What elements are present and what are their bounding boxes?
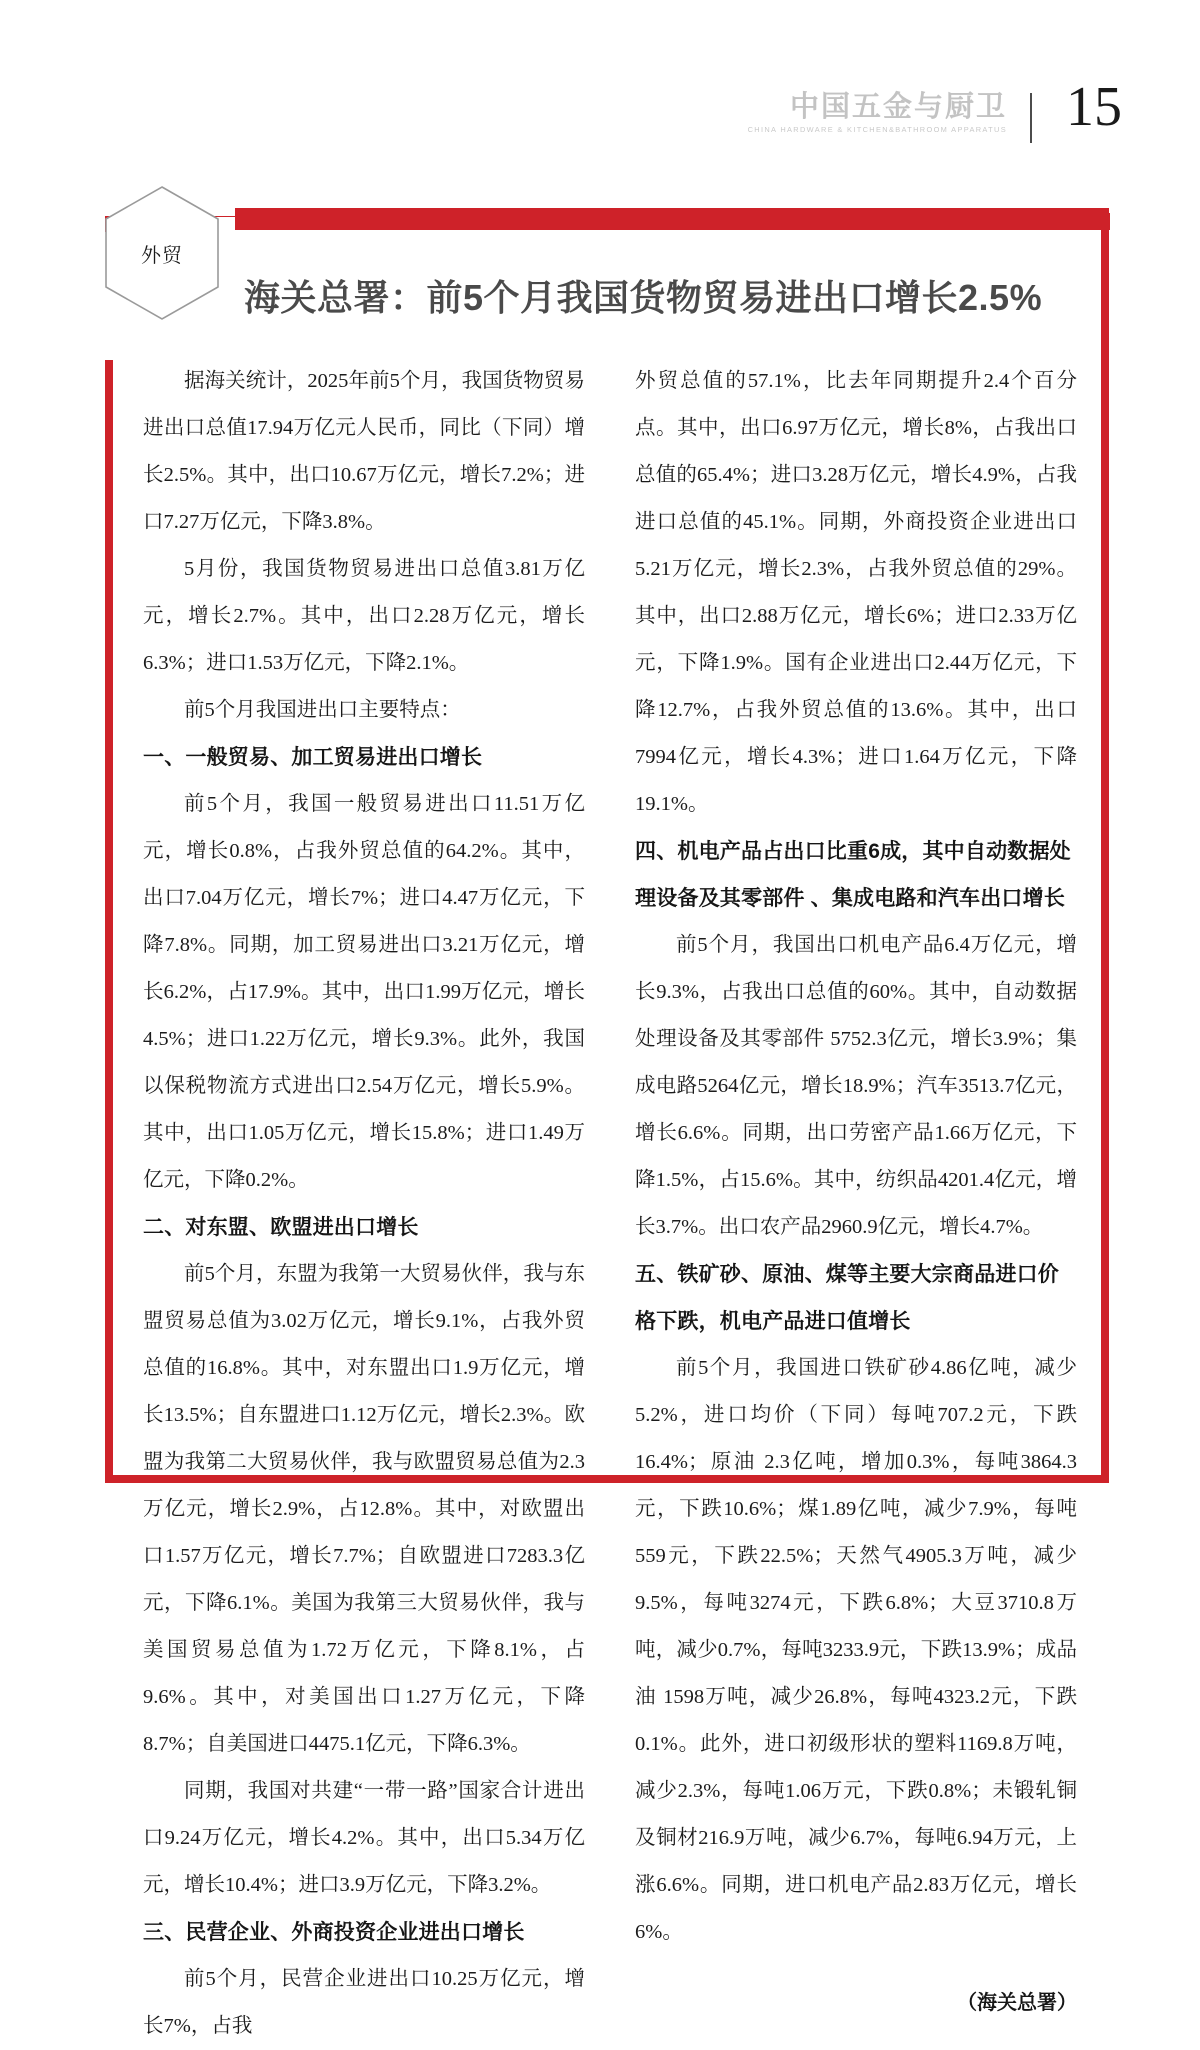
section-heading: 二、对东盟、欧盟进出口增长	[143, 1216, 419, 1239]
body-paragraph: 外贸总值的57.1%，比去年同期提升2.4个百分点。其中，出口6.97万亿元，增长8%，占我出口总值的65.4%；进口3.28万亿元，增长4.9%，占我进口总值的45.1%。同期，外商投资企业进出口5.21万亿元，增长2.3%，占我外贸总值的29%。其中，出口2.88万亿元，增长6%；进口2.33万亿元，下降1.9%。国有企业进出口2.44万亿元，下降12.7%，占我外贸总值的13.6%。其中，出口7994亿元，增长4.3%；进口1.64万亿元，下降19.1%。	[635, 370, 1077, 815]
body-paragraph: 前5个月我国进出口主要特点：	[184, 699, 461, 721]
article-body	[143, 358, 1078, 2037]
masthead-divider	[1030, 93, 1032, 143]
body-paragraph: 前5个月，我国一般贸易进出口11.51万亿元，增长0.8%，占我外贸总值的64.2%。其中，出口7.04万亿元，增长7%；进口4.47万亿元，下降7.8%。同期，加工贸易进出口3.21万亿元，增长6.2%，占17.9%。其中，出口1.99万亿元，增长4.5%；进口1.22万亿元，增长9.3%。此外，我国以保税物流方式进出口2.54万亿元，增长5.9%。其中，出口1.05万亿元，增长15.8%；进口1.49万亿元，下降0.2%。	[143, 793, 585, 1191]
body-paragraph: 前5个月，民营企业进出口10.25万亿元，增长7%，占我	[143, 1968, 585, 2037]
page-number: 15	[1066, 76, 1122, 138]
title-accent-bar	[235, 213, 1110, 230]
article-title: 海关总署：前5个月我国货物贸易进出口增长2.5%	[244, 277, 1043, 319]
body-paragraph: 据海关统计，2025年前5个月，我国货物贸易进出口总值17.94万亿元人民币，同比（下同）增长2.5%。其中，出口10.67万亿元，增长7.2%；进口7.27万亿元，下降3.8%。	[143, 370, 585, 533]
section-heading: 一、一般贸易、加工贸易进出口增长	[143, 746, 483, 769]
column-right	[635, 358, 1077, 2014]
section-badge-label: 外贸	[141, 244, 183, 267]
section-heading: 四、机电产品占出口比重6成，其中自动数据处理设备及其零部件 、集成电路和汽车出口增长	[635, 840, 1071, 910]
section-badge	[103, 185, 221, 321]
body-paragraph: 前5个月，我国进口铁矿砂4.86亿吨，减少5.2%，进口均价（下同）每吨707.2元，下跌16.4%；原油 2.3亿吨，增加0.3%，每吨3864.3元，下跌10.6%；煤1.89亿吨，减少7.9%，每吨559元，下跌22.5%；天然气4905.3万吨，减少9.5%，每吨3274元，下跌6.8%；大豆3710.8万吨，减少0.7%，每吨3233.9元，下跌13.9%；成品油 1598万吨，减少26.8%，每吨4323.2元，下跌0.1%。此外，进口初级形状的塑料1169.8万吨，减少2.3%，每吨1.06万元，下跌0.8%；未锻轧铜及铜材216.9万吨，减少6.7%，每吨6.94万元，上涨6.6%。同期，进口机电产品2.83万亿元，增长6%。	[635, 1357, 1077, 1943]
masthead-title-cn: 中国五金与厨卫	[789, 91, 1007, 123]
masthead-title-en: CHINA HARDWARE & KITCHEN&BATHROOM APPARATUS	[747, 125, 1007, 135]
column-left	[143, 358, 585, 2037]
body-paragraph: 5月份，我国货物贸易进出口总值3.81万亿元，增长2.7%。其中，出口2.28万亿元，增长6.3%；进口1.53万亿元，下降2.1%。	[143, 558, 585, 674]
section-heading: 三、民营企业、外商投资企业进出口增长	[143, 1921, 525, 1944]
source-attribution: （海关总署）	[957, 1992, 1077, 2014]
masthead-logo	[737, 92, 1007, 134]
section-heading: 五、铁矿砂、原油、煤等主要大宗商品进口价格下跌，机电产品进口值增长	[635, 1263, 1059, 1333]
body-paragraph: 同期，我国对共建“一带一路”国家合计进出口9.24万亿元，增长4.2%。其中，出口5.34万亿元，增长10.4%；进口3.9万亿元，下降3.2%。	[143, 1780, 585, 1896]
page-header	[0, 76, 1200, 148]
body-paragraph: 前5个月，我国出口机电产品6.4万亿元，增长9.3%，占我出口总值的60%。其中，自动数据处理设备及其零部件 5752.3亿元，增长3.9%；集成电路5264亿元，增长18.9%；汽车3513.7亿元，增长6.6%。同期，出口劳密产品1.66万亿元，下降1.5%，占15.6%。其中，纺织品4201.4亿元，增长3.7%。出口农产品2960.9亿元，增长4.7%。	[635, 934, 1077, 1238]
body-paragraph: 前5个月，东盟为我第一大贸易伙伴，我与东盟贸易总值为3.02万亿元，增长9.1%，占我外贸总值的16.8%。其中，对东盟出口1.9万亿元，增长13.5%；自东盟进口1.12万亿元，增长2.3%。欧盟为我第二大贸易伙伴，我与欧盟贸易总值为2.3万亿元，增长2.9%，占12.8%。其中，对欧盟出口1.57万亿元，增长7.7%；自欧盟进口7283.3亿元，下降6.1%。美国为我第三大贸易伙伴，我与美国贸易总值为1.72万亿元，下降8.1%，占9.6%。其中，对美国出口1.27万亿元，下降8.7%；自美国进口4475.1亿元，下降6.3%。	[143, 1263, 585, 1755]
